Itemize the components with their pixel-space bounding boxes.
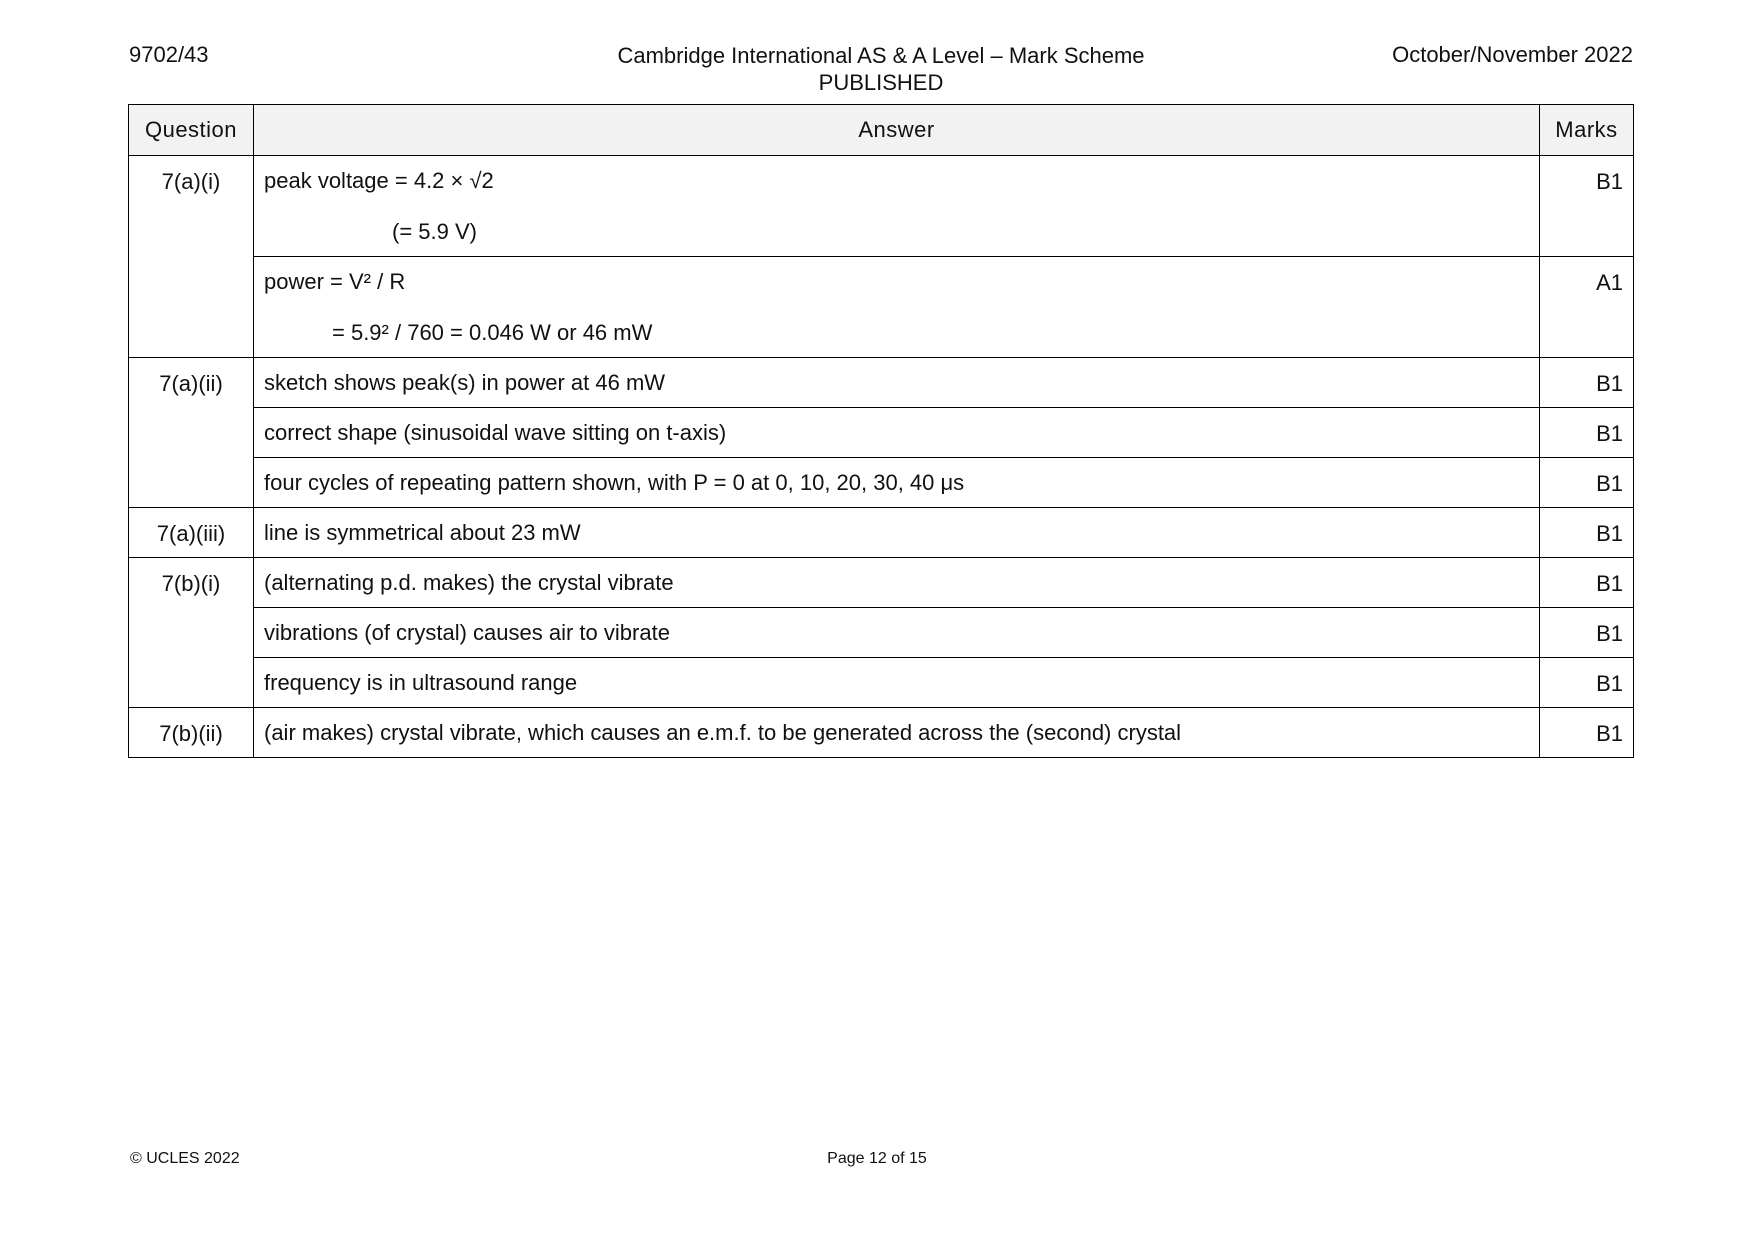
mark-cell: B1 [1540,408,1634,458]
answer-header: Answer [254,105,1540,156]
copyright-notice: © UCLES 2022 [130,1150,240,1167]
question-cell: 7(a)(i) [129,156,254,358]
mark-cell: B1 [1540,558,1634,608]
answer-cell: sketch shows peak(s) in power at 46 mW [254,358,1540,408]
page-number: Page 12 of 15 [827,1150,927,1167]
answer-cell: vibrations (of crystal) causes air to vibrate [254,608,1540,658]
page-header [129,42,1633,102]
mark-cell: B1 [1540,608,1634,658]
mark-cell: B1 [1540,358,1634,408]
mark-cell: B1 [1540,458,1634,508]
answer-line: peak voltage = 4.2 × √2 [264,168,494,193]
answer-line: = 5.9² / 760 = 0.046 W or 46 mW [332,320,653,345]
table-row [129,658,1634,708]
table-row [129,156,1634,257]
mark-cell: B1 [1540,658,1634,708]
question-cell: 7(a)(iii) [129,508,254,558]
answer-cell [254,257,1540,358]
exam-session: October/November 2022 [1392,42,1633,67]
answer-cell: four cycles of repeating pattern shown, with P = 0 at 0, 10, 20, 30, 40 μs [254,458,1540,508]
answer-cell: correct shape (sinusoidal wave sitting on t-axis) [254,408,1540,458]
table-row [129,458,1634,508]
table-row [129,257,1634,358]
header-title: Cambridge International AS & A Level – Mark Scheme [617,43,1145,68]
answer-cell: (air makes) crystal vibrate, which causes an e.m.f. to be generated across the (second) crystal [254,708,1540,758]
table-row [129,608,1634,658]
question-header: Question [129,105,254,156]
table-row [129,408,1634,458]
table-row [129,508,1634,558]
answer-cell: line is symmetrical about 23 mW [254,508,1540,558]
mark-cell: B1 [1540,156,1634,257]
question-cell: 7(b)(ii) [129,708,254,758]
table-row [129,708,1634,758]
answer-cell: frequency is in ultrasound range [254,658,1540,708]
question-cell: 7(a)(ii) [129,358,254,508]
marks-header: Marks [1540,105,1634,156]
mark-cell: B1 [1540,708,1634,758]
table-row [129,558,1634,608]
question-cell: 7(b)(i) [129,558,254,708]
mark-scheme-table [128,104,1634,758]
answer-cell [254,156,1540,257]
table-row [129,358,1634,408]
paper-code: 9702/43 [129,42,209,67]
answer-cell: (alternating p.d. makes) the crystal vibrate [254,558,1540,608]
answer-line: (= 5.9 V) [392,219,477,244]
header-subtitle: PUBLISHED [818,70,944,95]
mark-cell: A1 [1540,257,1634,358]
table-header-row [129,105,1634,156]
mark-cell: B1 [1540,508,1634,558]
answer-line: power = V² / R [264,269,406,294]
